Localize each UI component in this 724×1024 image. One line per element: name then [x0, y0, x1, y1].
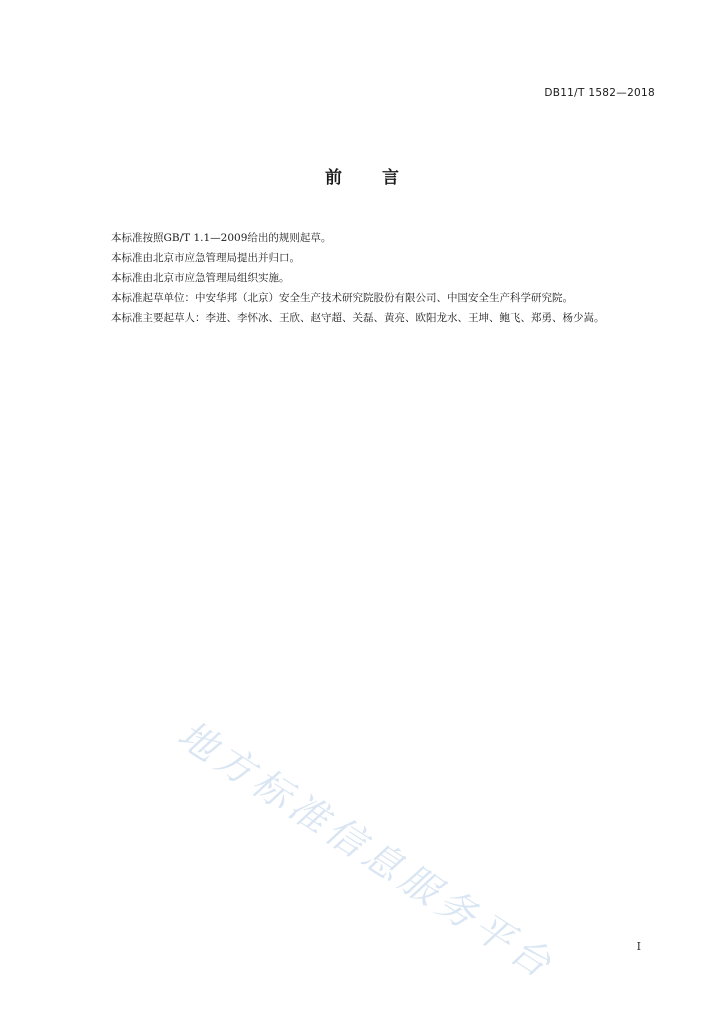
standard-code: DB11/T 1582—2018 — [544, 87, 655, 99]
page-number: I — [636, 940, 641, 953]
paragraph-drafting-rules: 本标准按照GB/T 1.1—2009给出的规则起草。 — [111, 232, 332, 244]
watermark: 地方标准信息服务平台 — [170, 711, 564, 989]
title-char-2: 言 — [382, 168, 399, 188]
paragraph-proposed-by: 本标准由北京市应急管理局提出并归口。 — [111, 252, 300, 264]
paragraph-drafting-units: 本标准起草单位：中安华邦（北京）安全生产技术研究院股份有限公司、中国安全生产科学研究院。 — [111, 292, 573, 304]
paragraph-implemented-by: 本标准由北京市应急管理局组织实施。 — [111, 272, 290, 284]
paragraph-drafters: 本标准主要起草人：李进、李怀冰、王欣、赵守超、关磊、黄亮、欧阳龙水、王坤、鲍飞、郑勇、杨少嵩。 — [111, 312, 605, 324]
foreword-body — [89, 228, 659, 328]
page-title — [0, 163, 724, 188]
title-char-1: 前 — [325, 168, 342, 188]
